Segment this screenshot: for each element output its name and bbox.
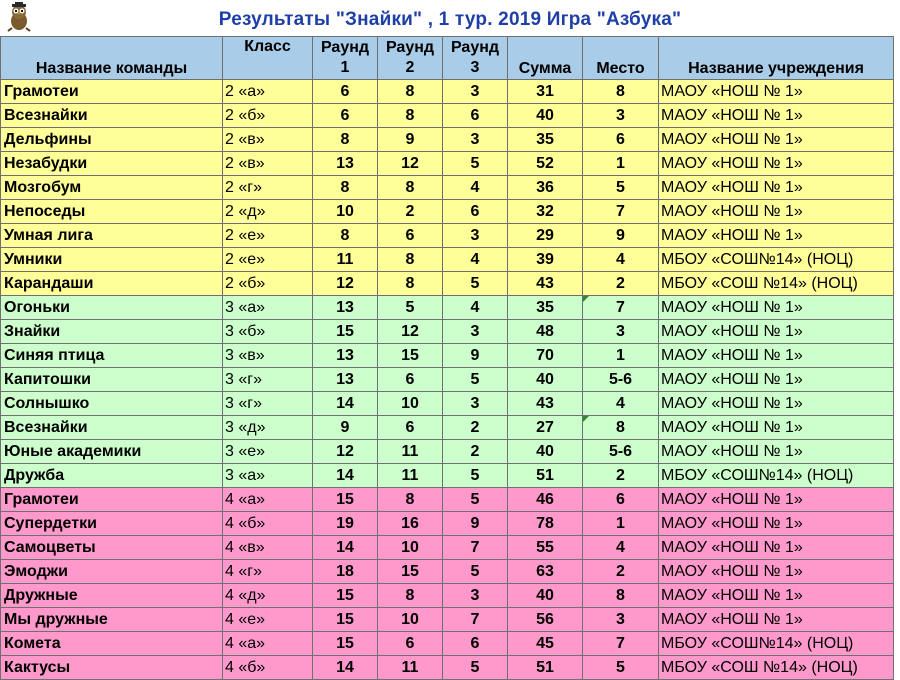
- round-3-cell: 3: [443, 80, 508, 104]
- table-row: [1, 584, 894, 608]
- round-1-cell: 8: [313, 224, 378, 248]
- place-cell: 8: [583, 584, 659, 608]
- table-row: [1, 272, 894, 296]
- team-name-cell: Грамотеи: [1, 488, 223, 512]
- round-3-cell: 6: [443, 104, 508, 128]
- table-row: [1, 608, 894, 632]
- round-3-cell: 3: [443, 224, 508, 248]
- table-row: [1, 464, 894, 488]
- class-cell: 2 «в»: [223, 152, 313, 176]
- table-row: [1, 440, 894, 464]
- place-cell: 5-6: [583, 368, 659, 392]
- table-row: [1, 80, 894, 104]
- round-1-cell: 13: [313, 152, 378, 176]
- sum-cell: 40: [508, 368, 583, 392]
- sum-cell: 29: [508, 224, 583, 248]
- sum-cell: 48: [508, 320, 583, 344]
- round-1-cell: 18: [313, 560, 378, 584]
- round-2-cell: 8: [378, 80, 443, 104]
- sum-cell: 35: [508, 128, 583, 152]
- table-row: [1, 296, 894, 320]
- institution-cell: МАОУ «НОШ № 1»: [659, 368, 894, 392]
- institution-cell: МАОУ «НОШ № 1»: [659, 224, 894, 248]
- header-round-3: Раунд 3: [443, 37, 508, 80]
- round-3-cell: 6: [443, 200, 508, 224]
- institution-cell: МАОУ «НОШ № 1»: [659, 128, 894, 152]
- sum-cell: 31: [508, 80, 583, 104]
- table-row: [1, 632, 894, 656]
- round-3-cell: 5: [443, 656, 508, 680]
- round-1-cell: 14: [313, 536, 378, 560]
- class-cell: 3 «г»: [223, 392, 313, 416]
- round-3-cell: 4: [443, 296, 508, 320]
- place-cell: 1: [583, 512, 659, 536]
- header-class: Класс: [223, 37, 313, 80]
- class-cell: 4 «б»: [223, 512, 313, 536]
- team-name-cell: Дружба: [1, 464, 223, 488]
- team-name-cell: Огоньки: [1, 296, 223, 320]
- round-1-cell: 15: [313, 320, 378, 344]
- round-2-cell: 10: [378, 392, 443, 416]
- round-1-cell: 12: [313, 440, 378, 464]
- place-cell: 7: [583, 200, 659, 224]
- round-2-cell: 12: [378, 320, 443, 344]
- sum-cell: 52: [508, 152, 583, 176]
- class-cell: 3 «в»: [223, 344, 313, 368]
- class-cell: 4 «е»: [223, 608, 313, 632]
- institution-cell: МАОУ «НОШ № 1»: [659, 344, 894, 368]
- round-2-cell: 8: [378, 104, 443, 128]
- round-1-cell: 15: [313, 584, 378, 608]
- round-2-cell: 9: [378, 128, 443, 152]
- institution-cell: МБОУ «СОШ№14» (НОЦ): [659, 464, 894, 488]
- institution-cell: МАОУ «НОШ № 1»: [659, 176, 894, 200]
- place-cell: 7: [583, 296, 659, 320]
- institution-cell: МАОУ «НОШ № 1»: [659, 608, 894, 632]
- round-3-cell: 5: [443, 488, 508, 512]
- round-3-cell: 3: [443, 128, 508, 152]
- team-name-cell: Непоседы: [1, 200, 223, 224]
- round-1-cell: 14: [313, 392, 378, 416]
- institution-cell: МАОУ «НОШ № 1»: [659, 488, 894, 512]
- team-name-cell: Эмоджи: [1, 560, 223, 584]
- table-row: [1, 176, 894, 200]
- round-3-cell: 5: [443, 152, 508, 176]
- place-cell: 4: [583, 536, 659, 560]
- round-2-cell: 6: [378, 368, 443, 392]
- round-1-cell: 9: [313, 416, 378, 440]
- institution-cell: МАОУ «НОШ № 1»: [659, 80, 894, 104]
- table-row: [1, 248, 894, 272]
- class-cell: 4 «а»: [223, 488, 313, 512]
- title-bar: [0, 0, 900, 36]
- place-cell: 2: [583, 560, 659, 584]
- class-cell: 4 «а»: [223, 632, 313, 656]
- round-3-cell: 3: [443, 584, 508, 608]
- round-3-cell: 7: [443, 608, 508, 632]
- team-name-cell: Синяя птица: [1, 344, 223, 368]
- class-cell: 3 «д»: [223, 416, 313, 440]
- round-3-cell: 4: [443, 176, 508, 200]
- sum-cell: 63: [508, 560, 583, 584]
- round-1-cell: 6: [313, 80, 378, 104]
- round-1-cell: 10: [313, 200, 378, 224]
- round-3-cell: 2: [443, 416, 508, 440]
- round-1-cell: 11: [313, 248, 378, 272]
- table-row: [1, 392, 894, 416]
- team-name-cell: Дружные: [1, 584, 223, 608]
- team-name-cell: Карандаши: [1, 272, 223, 296]
- institution-cell: МБОУ «СОШ№14» (НОЦ): [659, 248, 894, 272]
- sum-cell: 32: [508, 200, 583, 224]
- round-3-cell: 5: [443, 272, 508, 296]
- team-name-cell: Умная лига: [1, 224, 223, 248]
- institution-cell: МАОУ «НОШ № 1»: [659, 512, 894, 536]
- place-cell: 3: [583, 104, 659, 128]
- round-3-cell: 9: [443, 512, 508, 536]
- round-3-cell: 3: [443, 392, 508, 416]
- sum-cell: 78: [508, 512, 583, 536]
- round-2-cell: 8: [378, 272, 443, 296]
- table-row: [1, 488, 894, 512]
- header-round-2: Раунд 2: [378, 37, 443, 80]
- place-cell: 7: [583, 632, 659, 656]
- institution-cell: МАОУ «НОШ № 1»: [659, 440, 894, 464]
- round-3-cell: 5: [443, 464, 508, 488]
- class-cell: 4 «д»: [223, 584, 313, 608]
- round-2-cell: 10: [378, 608, 443, 632]
- round-2-cell: 11: [378, 656, 443, 680]
- class-cell: 2 «б»: [223, 104, 313, 128]
- table-row: [1, 368, 894, 392]
- round-2-cell: 6: [378, 632, 443, 656]
- sum-cell: 43: [508, 392, 583, 416]
- class-cell: 3 «г»: [223, 368, 313, 392]
- sum-cell: 55: [508, 536, 583, 560]
- institution-cell: МБОУ «СОШ №14» (НОЦ): [659, 272, 894, 296]
- round-3-cell: 7: [443, 536, 508, 560]
- institution-cell: МАОУ «НОШ № 1»: [659, 104, 894, 128]
- round-1-cell: 15: [313, 608, 378, 632]
- class-cell: 4 «в»: [223, 536, 313, 560]
- round-2-cell: 8: [378, 488, 443, 512]
- team-name-cell: Грамотеи: [1, 80, 223, 104]
- round-1-cell: 8: [313, 176, 378, 200]
- results-body: [1, 80, 894, 680]
- sum-cell: 40: [508, 584, 583, 608]
- header-sum: Сумма: [508, 37, 583, 80]
- institution-cell: МАОУ «НОШ № 1»: [659, 560, 894, 584]
- team-name-cell: Всезнайки: [1, 416, 223, 440]
- round-1-cell: 14: [313, 464, 378, 488]
- place-cell: 1: [583, 344, 659, 368]
- table-row: [1, 536, 894, 560]
- place-cell: 3: [583, 608, 659, 632]
- place-cell: 4: [583, 248, 659, 272]
- place-cell: 5: [583, 176, 659, 200]
- round-2-cell: 10: [378, 536, 443, 560]
- sum-cell: 45: [508, 632, 583, 656]
- institution-cell: МАОУ «НОШ № 1»: [659, 296, 894, 320]
- institution-cell: МАОУ «НОШ № 1»: [659, 536, 894, 560]
- place-cell: 5-6: [583, 440, 659, 464]
- round-3-cell: 5: [443, 560, 508, 584]
- class-cell: 3 «а»: [223, 296, 313, 320]
- team-name-cell: Капитошки: [1, 368, 223, 392]
- round-1-cell: 15: [313, 488, 378, 512]
- class-cell: 4 «б»: [223, 656, 313, 680]
- round-2-cell: 15: [378, 344, 443, 368]
- place-cell: 5: [583, 656, 659, 680]
- team-name-cell: Самоцветы: [1, 536, 223, 560]
- table-row: [1, 560, 894, 584]
- results-table: [0, 36, 894, 680]
- class-cell: 2 «е»: [223, 224, 313, 248]
- institution-cell: МБОУ «СОШ№14» (НОЦ): [659, 632, 894, 656]
- team-name-cell: Дельфины: [1, 128, 223, 152]
- round-1-cell: 19: [313, 512, 378, 536]
- table-row: [1, 200, 894, 224]
- class-cell: 2 «д»: [223, 200, 313, 224]
- institution-cell: МАОУ «НОШ № 1»: [659, 392, 894, 416]
- round-3-cell: 3: [443, 320, 508, 344]
- round-2-cell: 11: [378, 464, 443, 488]
- round-2-cell: 11: [378, 440, 443, 464]
- team-name-cell: Мы дружные: [1, 608, 223, 632]
- round-3-cell: 6: [443, 632, 508, 656]
- header-place: Место: [583, 37, 659, 80]
- institution-cell: МАОУ «НОШ № 1»: [659, 584, 894, 608]
- table-header-row: [1, 37, 894, 80]
- class-cell: 2 «в»: [223, 128, 313, 152]
- team-name-cell: Юные академики: [1, 440, 223, 464]
- team-name-cell: Умники: [1, 248, 223, 272]
- round-1-cell: 15: [313, 632, 378, 656]
- place-cell: 2: [583, 464, 659, 488]
- table-row: [1, 152, 894, 176]
- round-1-cell: 13: [313, 368, 378, 392]
- institution-cell: МАОУ «НОШ № 1»: [659, 200, 894, 224]
- round-2-cell: 2: [378, 200, 443, 224]
- team-name-cell: Комета: [1, 632, 223, 656]
- team-name-cell: Мозгобум: [1, 176, 223, 200]
- sum-cell: 36: [508, 176, 583, 200]
- round-2-cell: 5: [378, 296, 443, 320]
- place-cell: 4: [583, 392, 659, 416]
- team-name-cell: Кактусы: [1, 656, 223, 680]
- round-3-cell: 4: [443, 248, 508, 272]
- table-row: [1, 104, 894, 128]
- round-2-cell: 8: [378, 248, 443, 272]
- institution-cell: МАОУ «НОШ № 1»: [659, 152, 894, 176]
- round-2-cell: 16: [378, 512, 443, 536]
- round-2-cell: 6: [378, 224, 443, 248]
- round-2-cell: 8: [378, 176, 443, 200]
- place-cell: 6: [583, 128, 659, 152]
- class-cell: 2 «а»: [223, 80, 313, 104]
- header-round-1: Раунд 1: [313, 37, 378, 80]
- table-row: [1, 128, 894, 152]
- place-cell: 8: [583, 80, 659, 104]
- round-2-cell: 6: [378, 416, 443, 440]
- class-cell: 2 «е»: [223, 248, 313, 272]
- institution-cell: МАОУ «НОШ № 1»: [659, 416, 894, 440]
- round-1-cell: 14: [313, 656, 378, 680]
- sum-cell: 43: [508, 272, 583, 296]
- institution-cell: МАОУ «НОШ № 1»: [659, 320, 894, 344]
- sum-cell: 39: [508, 248, 583, 272]
- round-1-cell: 13: [313, 296, 378, 320]
- place-cell: 6: [583, 488, 659, 512]
- place-cell: 8: [583, 416, 659, 440]
- place-cell: 9: [583, 224, 659, 248]
- team-name-cell: Всезнайки: [1, 104, 223, 128]
- team-name-cell: Незабудки: [1, 152, 223, 176]
- sum-cell: 27: [508, 416, 583, 440]
- place-cell: 2: [583, 272, 659, 296]
- table-row: [1, 344, 894, 368]
- round-1-cell: 8: [313, 128, 378, 152]
- round-1-cell: 6: [313, 104, 378, 128]
- round-2-cell: 12: [378, 152, 443, 176]
- team-name-cell: Супердетки: [1, 512, 223, 536]
- place-cell: 3: [583, 320, 659, 344]
- table-row: [1, 224, 894, 248]
- sum-cell: 46: [508, 488, 583, 512]
- class-cell: 4 «г»: [223, 560, 313, 584]
- table-row: [1, 512, 894, 536]
- round-3-cell: 2: [443, 440, 508, 464]
- header-institution: Название учреждения: [659, 37, 894, 80]
- sum-cell: 40: [508, 104, 583, 128]
- class-cell: 2 «г»: [223, 176, 313, 200]
- round-2-cell: 8: [378, 584, 443, 608]
- place-cell: 1: [583, 152, 659, 176]
- class-cell: 3 «б»: [223, 320, 313, 344]
- team-name-cell: Знайки: [1, 320, 223, 344]
- class-cell: 3 «а»: [223, 464, 313, 488]
- table-row: [1, 656, 894, 680]
- table-row: [1, 320, 894, 344]
- page-title: Результаты "Знайки" , 1 тур. 2019 Игра "Азбука": [218, 9, 682, 30]
- sum-cell: 56: [508, 608, 583, 632]
- round-1-cell: 13: [313, 344, 378, 368]
- sum-cell: 51: [508, 464, 583, 488]
- table-row: [1, 416, 894, 440]
- institution-cell: МБОУ «СОШ №14» (НОЦ): [659, 656, 894, 680]
- team-name-cell: Солнышко: [1, 392, 223, 416]
- header-team: Название команды: [1, 37, 223, 80]
- class-cell: 3 «е»: [223, 440, 313, 464]
- sum-cell: 70: [508, 344, 583, 368]
- round-1-cell: 12: [313, 272, 378, 296]
- round-3-cell: 5: [443, 368, 508, 392]
- round-3-cell: 9: [443, 344, 508, 368]
- round-2-cell: 15: [378, 560, 443, 584]
- sum-cell: 40: [508, 440, 583, 464]
- sum-cell: 51: [508, 656, 583, 680]
- sum-cell: 35: [508, 296, 583, 320]
- class-cell: 2 «б»: [223, 272, 313, 296]
